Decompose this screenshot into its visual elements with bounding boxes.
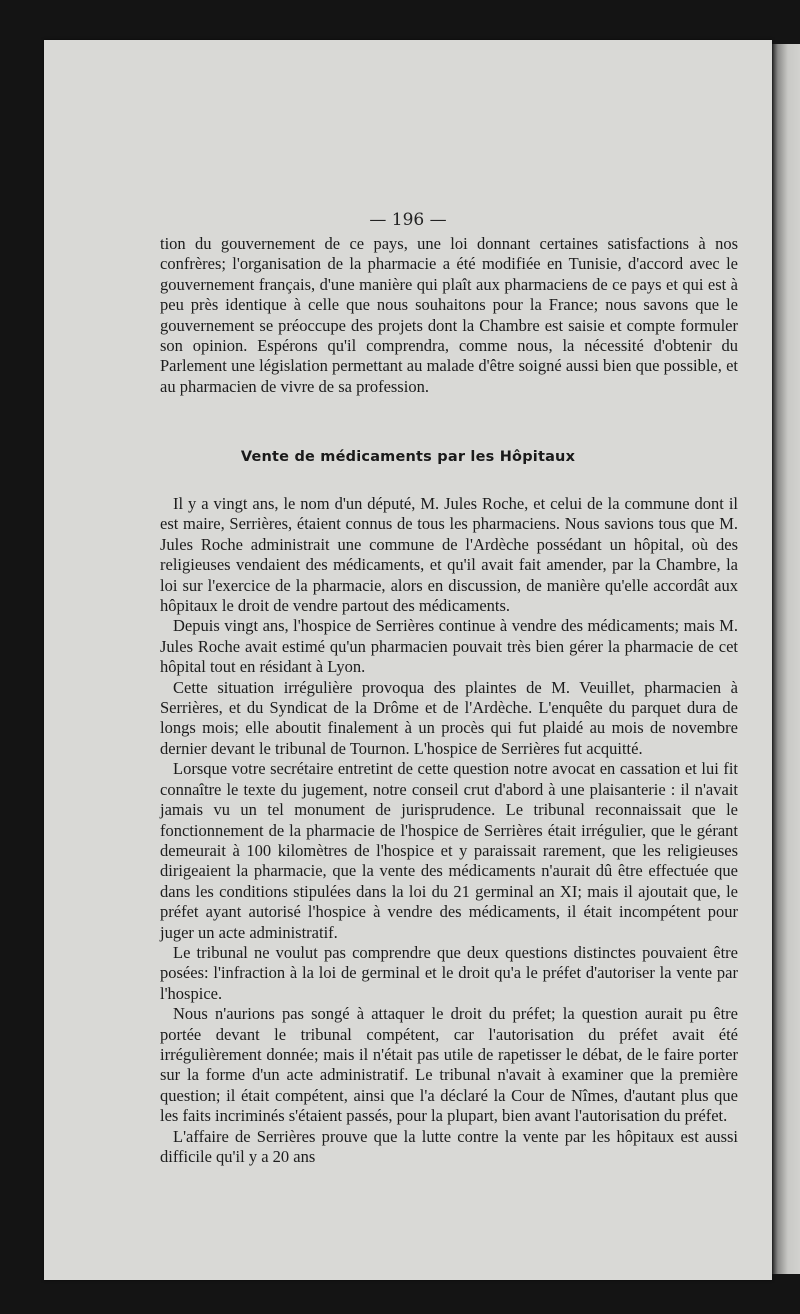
- document-page: [44, 40, 772, 1280]
- paragraph-7: L'affaire de Serrières prouve que la lutte contre la vente par les hôpitaux est aussi difficile qu'il y a 20 ans: [160, 1126, 738, 1166]
- paragraph-2: Depuis vingt ans, l'hospice de Serrières continue à vendre des médicaments; mais M. Jules Roche avait estimé qu'un pharmacien pouvait très bien gérer la pharmacie de cet hôpital tout en résidant à Lyon.: [160, 616, 738, 677]
- paragraph-1: Il y a vingt ans, le nom d'un député, M. Jules Roche, et celui de la commune dont il est maire, Serrières, étaient connus de tous les pharmaciens. Nous savions tous que M. Jules Roche administrait une commune de l'Ardèche possédant un hôpital, où des religieuses vendaient des médicaments, et qu'il avait fait amender, par la Chambre, la loi sur l'exercice de la pharmacie, alors en discussion, de manière qu'elle accordât aux hôpitaux le droit de vendre partout des médicaments.: [160, 494, 738, 616]
- section-heading: Vente de médicaments par les Hôpitaux: [240, 449, 576, 465]
- paragraph-5: Le tribunal ne voulut pas comprendre que deux questions distinctes pouvaient être posées: l'infraction à la loi de germinal et le droit qu'a le préfet d'autoriser la vente par l'hospice.: [160, 942, 738, 1003]
- adjacent-page-edge: [772, 44, 800, 1274]
- opening-paragraph-block: [160, 234, 738, 397]
- paragraph-6: Nous n'aurions pas songé à attaquer le droit du préfet; la question aurait pu être portée devant le tribunal compétent, car l'autorisation du préfet avait été irrégulièrement donnée; mais il n'était pas utile de rapetisser le débat, de le faire porter sur la forme d'un acte administratif. Le tribunal n'avait à examiner que la première question; il était compétent, ainsi que l'a déclaré la Cour de Nîmes, d'autant plus que les faits incriminés s'étaient passés, pour la plupart, bien avant l'autorisation du préfet.: [160, 1004, 738, 1126]
- paragraph-4: Lorsque votre secrétaire entretint de cette question notre avocat en cassation et lui fit connaître le texte du jugement, notre conseil crut d'abord à une plaisanterie : il n'avait jamais vu un tel monument de jurisprudence. Le tribunal reconnaissait que le fonctionnement de la pharmacie de l'hospice de Serrières était irrégulier, que le gérant demeurait à 100 kilomètres de l'hospice et y paraissait rarement, que les religieuses dirigeaient la pharmacie, que la vente des médicaments n'aurait dû être effectuée que dans les conditions stipulées dans la loi du 21 germinal an XI; mais il ajoutait que, le préfet ayant autorisé l'hospice à vendre des médicaments, il était incompétent pour juger un acte administratif.: [160, 759, 738, 942]
- section-body: [160, 494, 738, 1167]
- paragraph-3: Cette situation irrégulière provoqua des plaintes de M. Veuillet, pharmacien à Serrières, et du Syndicat de la Drôme et de l'Ardèche. L'enquête du parquet dura de longs mois; elle aboutit finalement à un procès qui fut plaidé au mois de novembre dernier devant le tribunal de Tournon. L'hospice de Serrières fut acquitté.: [160, 677, 738, 758]
- opening-paragraph: tion du gouvernement de ce pays, une loi donnant certaines satisfactions à nos confrères; l'organisation de la pharmacie a été modifiée en Tunisie, d'accord avec le gouvernement français, d'une manière qui plaît aux pharmaciens de ce pays et qui est à peu près identique à celle que nous souhaitons pour la France; nous savons que le gouvernement se préoccupe des projets dont la Chambre est saisie et compte formuler son opinion. Espérons qu'il comprendra, comme nous, la nécessité d'obtenir du Parlement une législation permettant au malade d'être soigné aussi bien que possible, et au pharmacien de vivre de sa profession.: [160, 234, 738, 396]
- page-number: — 196 —: [369, 210, 447, 230]
